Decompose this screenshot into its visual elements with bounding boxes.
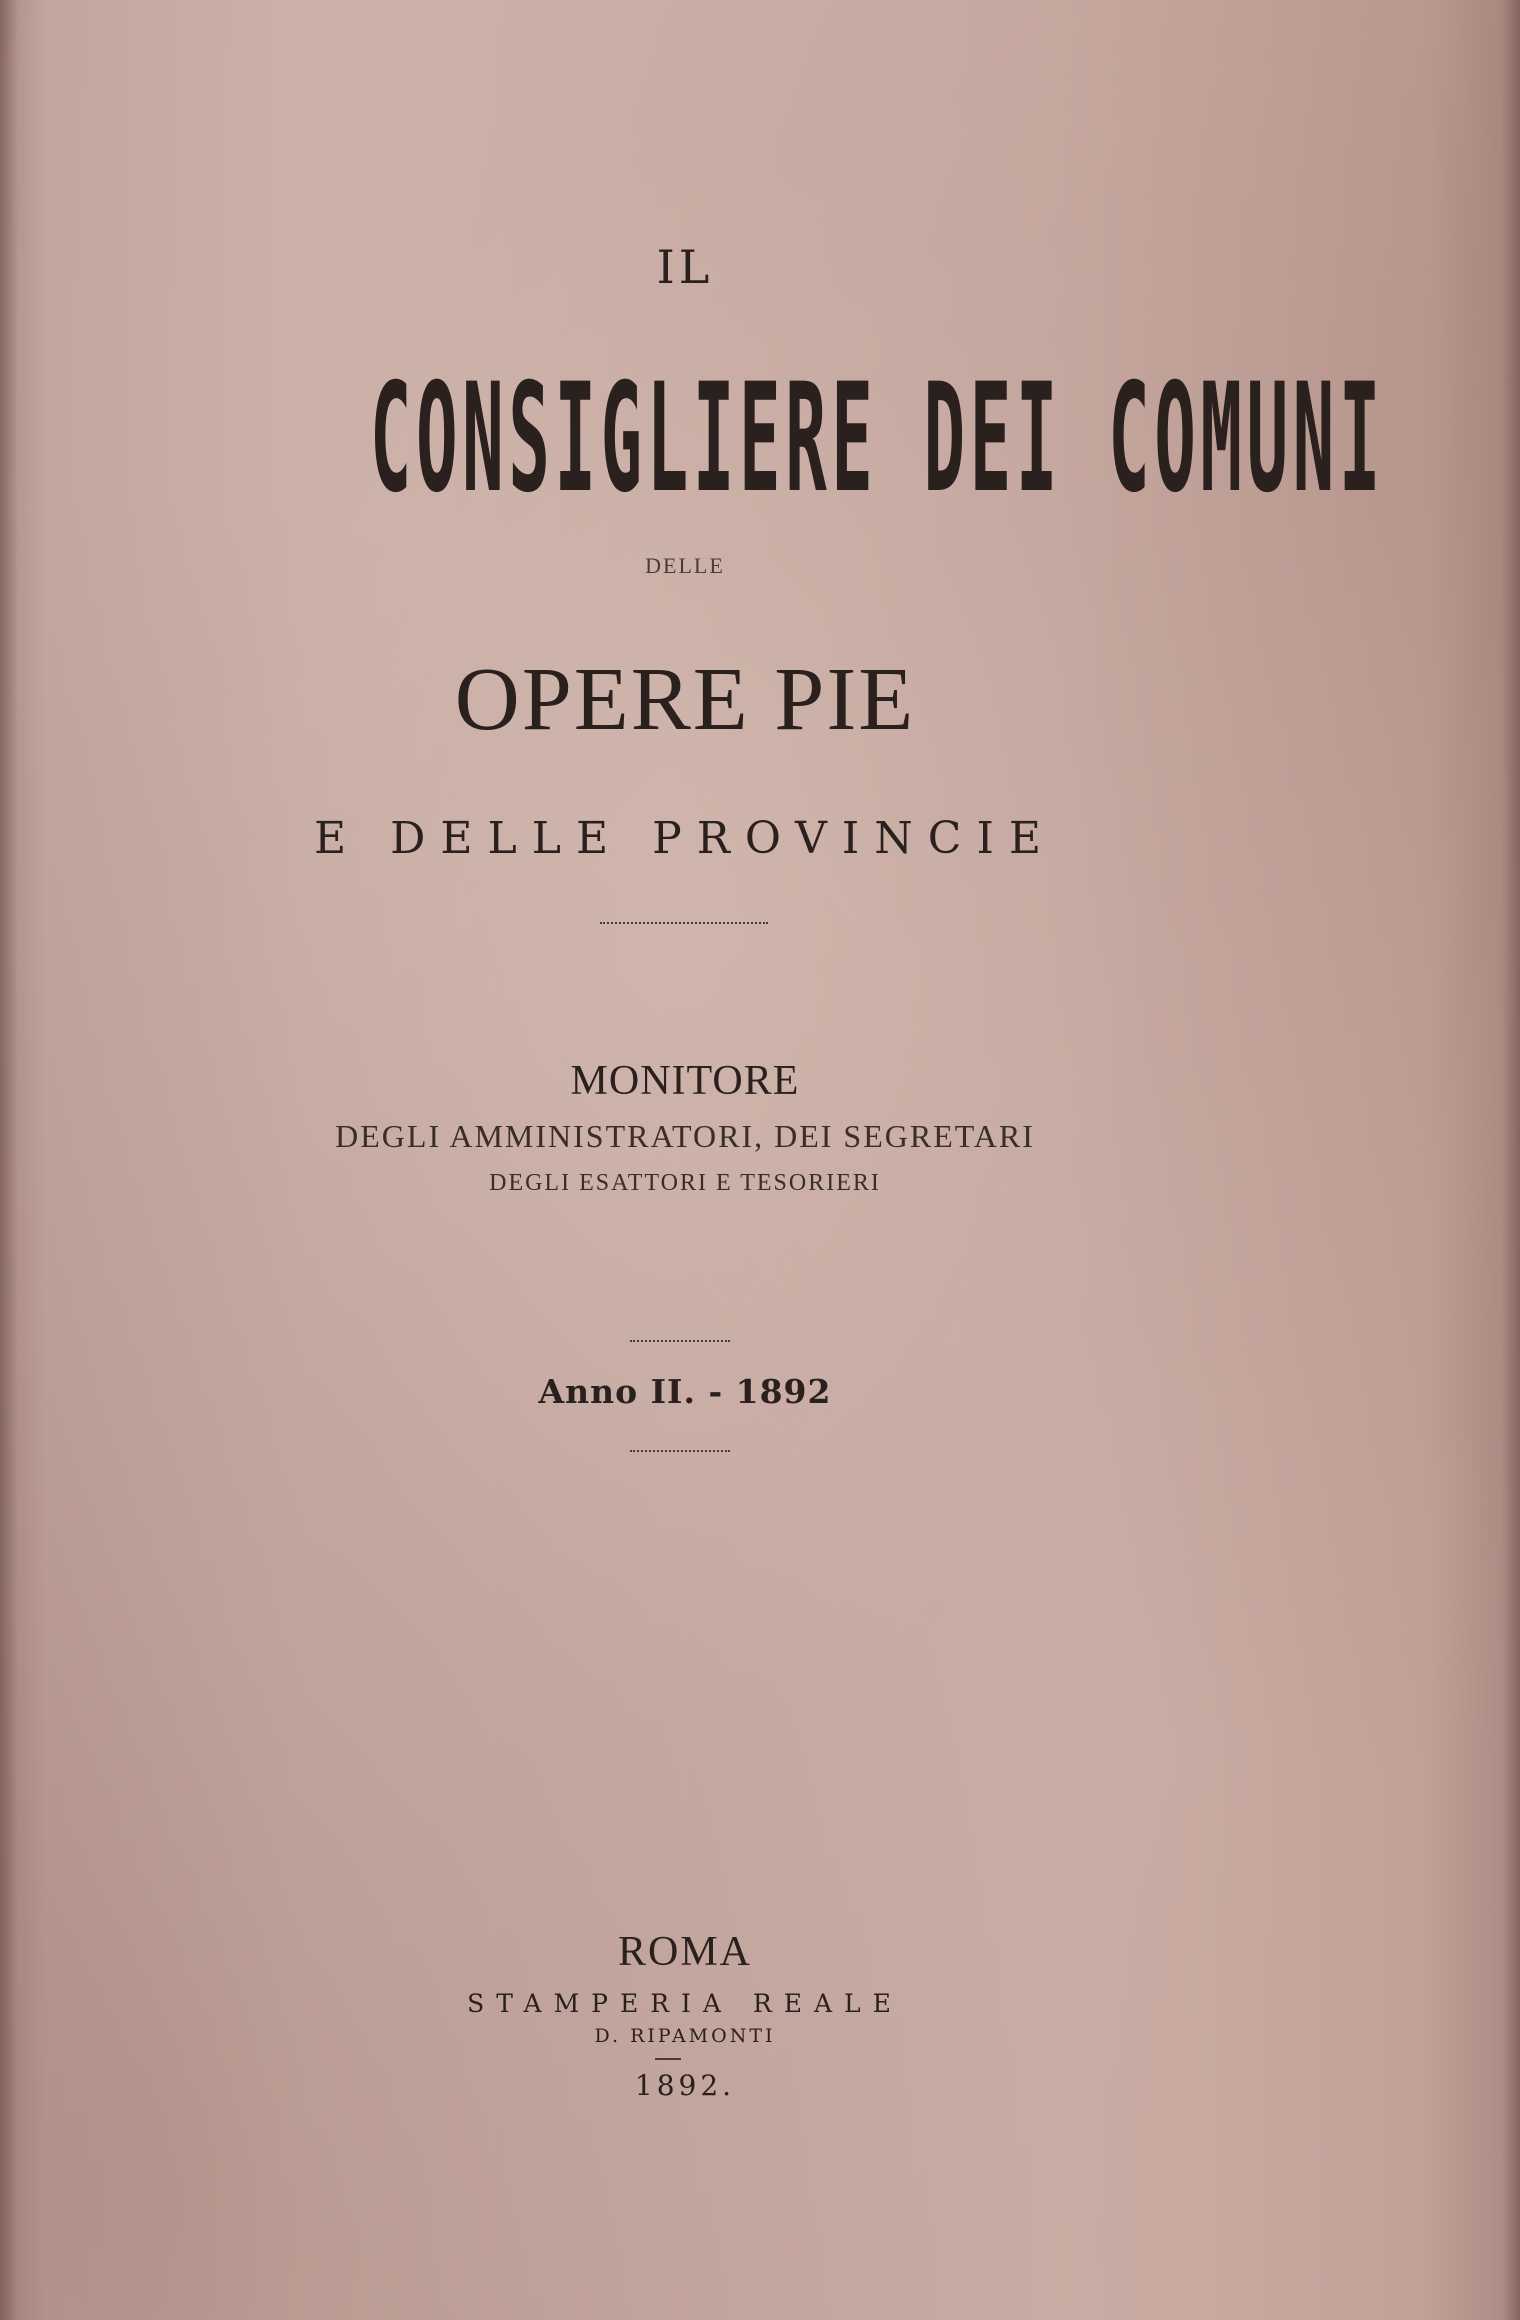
imprint-printer: STAMPERIA REALE — [467, 1989, 903, 2018]
volume-year: Anno II. - 1892 — [538, 1372, 832, 1411]
subtitle-line-1: DEGLI AMMINISTRATORI, DEI SEGRETARI — [335, 1118, 1035, 1154]
imprint-city: ROMA — [617, 1929, 753, 1975]
title-article: IL — [656, 240, 714, 294]
main-title: CONSIGLIERE DEI COMUNI — [369, 352, 1386, 526]
divider-1 — [600, 922, 768, 924]
page-right-edge — [1502, 0, 1520, 2320]
subtitle-line-2: DEGLI ESATTORI E TESORIERI — [489, 1170, 881, 1196]
imprint-rule — [655, 2058, 681, 2060]
divider-3 — [630, 1450, 730, 1452]
opere-pie-title: OPERE PIE — [454, 650, 916, 749]
divider-2 — [630, 1340, 730, 1342]
title-connector: DELLE — [645, 553, 725, 578]
provincie-title: E DELLE PROVINCIE — [314, 813, 1056, 864]
imprint-year: 1892. — [634, 2069, 736, 2102]
imprint-printer-name: D. RIPAMONTI — [594, 2025, 776, 2047]
monitore-heading: MONITORE — [570, 1058, 800, 1104]
